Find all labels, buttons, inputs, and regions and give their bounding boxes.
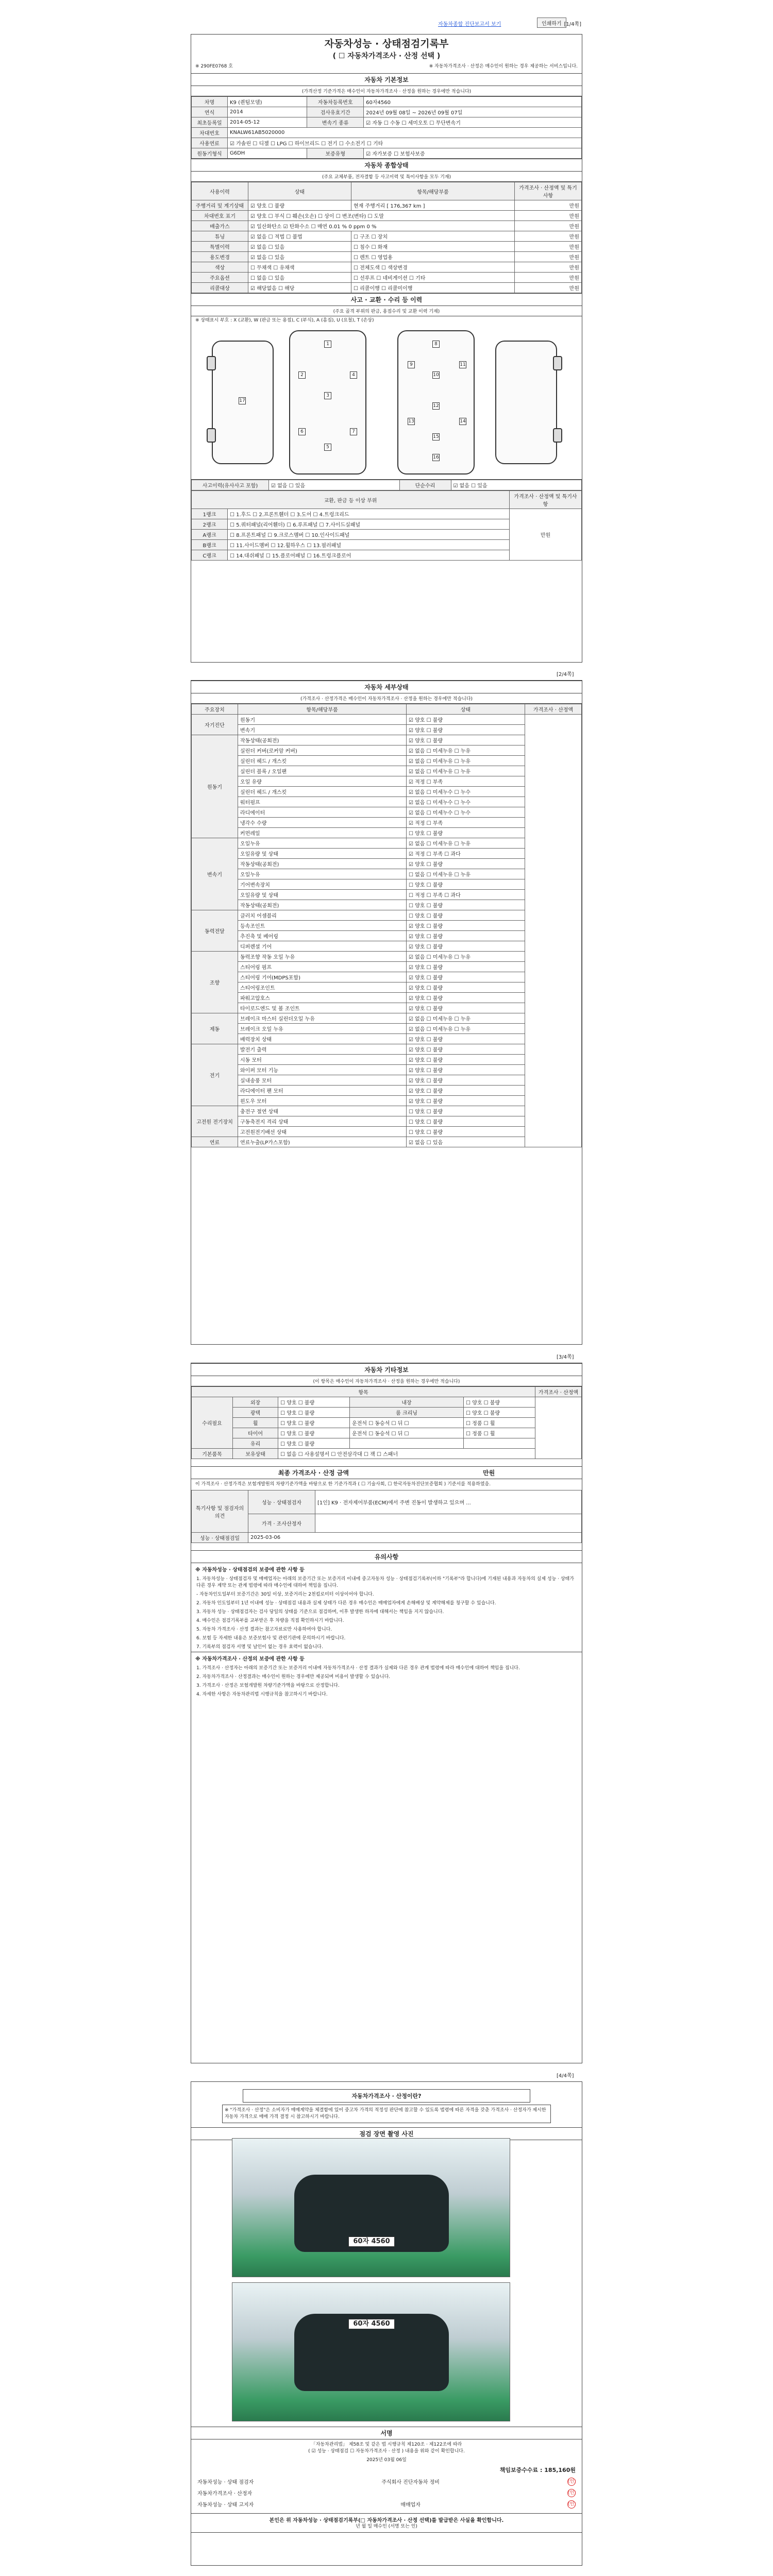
detail-row: 제동 브레이크 마스터 실린더오일 누유 ☑ 없음 ☐ 미세누유 ☐ 누유 bbox=[192, 1013, 582, 1024]
detail-row: 등속조인트 ☑ 양호 ☐ 불량 bbox=[192, 921, 582, 931]
opinion-table: 특기사항 및 점검자의 의견 성능 · 상태점검자 [1인] K9 · 전자제어부품(ECM)에서 주변 진동이 발생하고 있으며 ... 가격 · 조사산정자 성능 · 상태점검일 2025-03-06 bbox=[191, 1490, 582, 1543]
page-number: [1/4쪽] bbox=[564, 22, 581, 27]
notice-item: 6. 보험 등 자세한 내용은 보증보험사 및 관련기관에 문의하시기 바랍니다. bbox=[196, 1636, 346, 1641]
page-1 bbox=[191, 34, 582, 663]
detail-row: 구동축전지 격리 상태 ☐ 양호 ☐ 불량 bbox=[192, 1116, 582, 1127]
detail-row: 연료 연료누출(LP가스포함) ☑ 없음 ☐ 있음 bbox=[192, 1137, 582, 1147]
signer-row-2: 자동차가격조사 · 산정자 (인) bbox=[191, 2487, 582, 2499]
notice-title-2: ※ 자동차가격조사 · 산정의 보증에 관한 사항 등 bbox=[191, 1652, 582, 1664]
detail-row: 작동상태(공회전) ☐ 양호 ☐ 불량 bbox=[192, 900, 582, 910]
accident-history-table: 사고이력(유사사고 포함) ☑ 없음 ☐ 있음 단순수리 ☑ 없음 ☐ 있음 bbox=[191, 480, 582, 490]
detail-table: 주요장치 항목/해당부품 상태 가격조사 · 산정액 자기진단 원동기 ☑ 양호 ☐ 불량 변속기 ☑ 양호 ☐ 불량 원동기 작동상태(공회전) ☑ 양호 ☐ 불량 실린더 커버(로커암 커버) ☑ 없음 ☐ 미세누유 ☐ 누유 실린더 헤드 / 개스킷 ☑ 없음 ☐ 미세누유 ☐ 누유 실린더 블록 / 오일팬 ☑ 없음 ☐ 미세누유 ☐ 누유 오일 유량 ☑ 적정 ☐ 부족 실린더 헤드 / 개스킷 ☑ 없음 ☐ 미세누수 ☐ 누수 워터펌프 ☑ 없음 ☐ 미세누수 ☐ 누수 라디에이터 ☑ 없음 ☐ 미세누수 ☐ 누수 냉각수 수량 ☑ 적정 ☐ 부족 커먼레일 ☐ 양호 ☐ 불량 변속기 오일누유 ☑ 없음 ☐ 미세누유 ☐ 누유 오일유량 및 상태 ☑ 적정 ☐ 부족 ☐ 과다 작동상태(공회전) ☑ 양호 ☐ 불량 오일누유 ☐ 없음 ☐ 미세누유 ☐ 누유 기어변속장치 ☐ 양호 ☐ 불량 오일유량 및 상태 ☐ 적정 ☐ 부족 ☐ 과다 작동상태(공회전) ☐ 양호 ☐ 불량 동력전달 클러치 어셈블리 ☐ 양호 ☐ 불량 등속조인트 ☑ 양호 ☐ 불량 추진축 및 베어링 ☑ 양호 ☐ 불량 디퍼렌셜 기어 ☑ 양호 ☐ 불량 조향 동력조향 작동 오일 누유 ☑ 없음 ☐ 미세누유 ☐ 누유 스티어링 펌프 ☑ 양호 ☐ 불량 스티어링 기어(MDPS포함) ☑ 양호 ☐ 불량 스티어링조인트 ☑ 양호 ☐ 불량 파워고압호스 ☑ 양호 ☐ 불량 타이로드엔드 및 볼 조인트 ☑ 양호 ☐ 불량 제동 브레이크 마스터 실린더오일 누유 ☑ 없음 ☐ 미세누유 ☐ 누유 브레이크 오일 누유 ☑ 없음 ☐ 미세누유 ☐ 누유 배력장치 상태 ☑ 양호 ☐ 불량 전기 발전기 출력 ☑ 양호 ☐ 불량 시동 모터 ☑ 양호 ☐ 불량 와이퍼 모터 기능 ☑ 양호 ☐ 불량 실내송풍 모터 ☑ 양호 ☐ 불량 라디에이터 팬 모터 ☑ 양호 ☐ 불량 윈도우 모터 ☑ 양호 ☐ 불량 고전원 전기장치 충전구 절연 상태 ☐ 양호 ☐ 불량 구동축전지 격리 상태 ☐ 양호 ☐ 불량 고전원전기배선 상태 ☐ 양호 ☐ 불량 연료 연료누출(LP가스포함) ☑ 없음 ☐ 있음 bbox=[191, 704, 582, 1147]
detail-note: (가격조사 · 산정가격은 매수인이 자동차가격조사 · 산정을 원하는 경우에만 적습니다) bbox=[191, 693, 582, 704]
notice-item: 5. 자동차 가격조사 · 산정 결과는 참고자료로만 사용하여야 합니다. bbox=[196, 1627, 332, 1632]
detail-row: 오일유량 및 상태 ☑ 적정 ☐ 부족 ☐ 과다 bbox=[192, 849, 582, 859]
car-top-view bbox=[289, 330, 366, 474]
detail-row: 오일 유량 ☑ 적정 ☐ 부족 bbox=[192, 776, 582, 787]
notice-heading: 유의사항 bbox=[191, 1550, 582, 1563]
form-title: 자동차성능 · 상태점검기록부 bbox=[324, 38, 449, 49]
final-price-note: 이 가격조사 · 산정가격은 보험개발원의 차량기준가액을 바탕으로 한 기준가격과 ( ☐ 기술사회, ☐ 한국자동차진단보증협회 ) 기준서를 적용하였음. bbox=[195, 1482, 491, 1487]
detail-row: 배력장치 상태 ☑ 양호 ☐ 불량 bbox=[192, 1034, 582, 1044]
sign-law: 「자동차관리법」 제58조 및 같은 법 시행규칙 제120조 · 제122조에 따라 bbox=[311, 2442, 462, 2447]
page-number-2: [2/4쪽] bbox=[557, 672, 574, 677]
accident-heading: 사고 · 교환 · 수리 등 이력 bbox=[191, 293, 582, 306]
detail-row: 기어변속장치 ☐ 양호 ☐ 불량 bbox=[192, 879, 582, 890]
accident-legend: ※ 상태표시 부호 : X (교환), W (판금 또는 용접), C (부식), A (흠집), U (요철), T (손상) bbox=[195, 318, 374, 323]
detail-row: 고전원전기배선 상태 ☐ 양호 ☐ 불량 bbox=[192, 1127, 582, 1137]
basic-info-note: (가격산정 기준가격은 매수인이 자동차가격조사 · 산정을 원하는 경우에만 적습니다) bbox=[191, 86, 582, 96]
basic-info-table: 차명 K9 (퀀텀모델) 자동차등록번호 60자4560 연식 2014 검사유효기간 2024년 09월 08일 ~ 2026년 09월 07일 최초등록일 2014-05-12 변속기 종류 ☑ 자동 ☐ 수동 ☐ 세미오토 ☐ 무단변속기 차대번호 KNALW61AB5020000 사용연료 ☑ 가솔린 ☐ 디젤 ☐ LPG ☐ 하이브리드 ☐ 전기 ☐ 수소전기 ☐ 기타 원동기형식 G6DH 보증유형 ☑ 자가보증 ☐ 보험사보증 bbox=[191, 96, 582, 159]
buyer-confirm: 본인은 위 자동차성능 · 상태점검기록부(□ 자동차가격조사 · 산정 선택)를 발급받은 사실을 확인합니다. bbox=[191, 2513, 582, 2523]
signer-row-1: 자동차성능 · 상태 점검자 주식회사 진단자동차 정비 (인) bbox=[191, 2476, 582, 2487]
detail-row: 오일누유 ☐ 없음 ☐ 미세누유 ☐ 누유 bbox=[192, 869, 582, 879]
detail-row: 실린더 커버(로커암 커버) ☑ 없음 ☐ 미세누유 ☐ 누유 bbox=[192, 745, 582, 756]
detail-row: 스티어링 기어(MDPS포함) ☑ 양호 ☐ 불량 bbox=[192, 972, 582, 982]
detail-row: 실린더 헤드 / 개스킷 ☑ 없음 ☐ 미세누유 ☐ 누유 bbox=[192, 756, 582, 766]
notice-item: 1. 가격조사 · 산정자는 아래의 보증기간 또는 보증거리 이내에 자동차가격조사 · 산정 결과가 실제와 다른 경우 관계 법령에 따라 매수인에 대하여 책임을 집니다. bbox=[196, 1666, 520, 1671]
photo-heading: 점검 장면 촬영 사진 bbox=[191, 2127, 582, 2140]
page-number-3: [3/4쪽] bbox=[557, 1354, 574, 1360]
page-2 bbox=[191, 680, 582, 1345]
notice-list-1 bbox=[191, 1575, 582, 1652]
detail-row: 동력전달 클러치 어셈블리 ☐ 양호 ☐ 불량 bbox=[192, 910, 582, 921]
notice-item: 1. 자동차성능 · 상태점검자 및 매매업자는 아래의 보증기간 또는 보증거리 이내에 중고자동차 성능 · 상태점검기록부(이하 "기록부"라 합니다)에 기재된 내용과 자동차의 실제 성능 · 상태가 다른 경우 계약 또는 관계 법령에 따라 매수인에 대하여 책임을 집니다. bbox=[196, 1577, 574, 1588]
detail-row: 변속기 ☑ 양호 ☐ 불량 bbox=[192, 725, 582, 735]
buyer-sign-line: 년 월 일 매수인 (서명 또는 인) bbox=[356, 2524, 417, 2529]
car-diagram: 1 2 3 4 5 6 7 8 9 10 11 12 13 14 15 16 17 bbox=[191, 325, 582, 480]
top-toolbar bbox=[191, 15, 582, 33]
detail-row: 오일유량 및 상태 ☐ 적정 ☐ 부족 ☐ 과다 bbox=[192, 890, 582, 900]
etc-heading: 자동차 기타정보 bbox=[191, 1363, 582, 1376]
detail-row: 와이퍼 모터 기능 ☑ 양호 ☐ 불량 bbox=[192, 1065, 582, 1075]
detail-row: 작동상태(공회전) ☑ 양호 ☐ 불량 bbox=[192, 859, 582, 869]
detail-row: 전기 발전기 출력 ☑ 양호 ☐ 불량 bbox=[192, 1044, 582, 1055]
detail-heading: 자동차 세부상태 bbox=[191, 681, 582, 693]
detail-row: 자기진단 원동기 ☑ 양호 ☐ 불량 bbox=[192, 715, 582, 725]
notice-item: 4. 자세한 사항은 자동차관리법 시행규칙을 참고하시기 바랍니다. bbox=[196, 1692, 328, 1697]
detail-row: 워터펌프 ☑ 없음 ☐ 미세누수 ☐ 누수 bbox=[192, 797, 582, 807]
detail-row: 실린더 블록 / 오일팬 ☑ 없음 ☐ 미세누유 ☐ 누유 bbox=[192, 766, 582, 776]
detail-row: 시동 모터 ☑ 양호 ☐ 불량 bbox=[192, 1055, 582, 1065]
inspection-photo-2 bbox=[232, 2282, 510, 2421]
form-title-option: ( ☐ 자동차가격조사 · 산정 선택 ) bbox=[332, 52, 441, 60]
detail-row: 추진축 및 베어링 ☑ 양호 ☐ 불량 bbox=[192, 931, 582, 941]
overall-state-table: 사용이력 상태 항목/해당부품 가격조사 · 산정액 및 특기사항 주행거리 및 계기상태 ☑ 양호 ☐ 불량 현재 주행거리 [ 176,367 km ] 만원 차대번호 표기 ☑ 양호 ☐ 부식 ☐ 훼손(오손) ☐ 상이 ☐ 변조(변타) ☐ 도말 만원 배출가스 ☑ 일산화탄소 ☑ 탄화수소 ☐ 매연 0.01 % 0 ppm 0 % 만원 튜닝 ☑ 없음 ☐ 적법 ☐ 불법 ☐ 구조 ☐ 장치 만원 특별이력 ☑ 없음 ☐ 있음 ☐ 침수 ☐ 화재 만원 용도변경 ☑ 없음 ☐ 있음 ☐ 렌트 ☐ 영업용 만원 색상 ☐ 무채색 ☐ 유채색 ☐ 전체도색 ☐ 색상변경 만원 주요옵션 ☐ 없음 ☐ 있음 ☐ 선루프 ☐ 네비게이션 ☐ 기타 만원 리콜대상 ☑ 해당없음 ☐ 해당 ☐ 리콜이행 ☐ 리콜미이행 만원 bbox=[191, 182, 582, 293]
form-number: ※ 290FE0768 호 bbox=[195, 64, 233, 69]
detail-row: 고전원 전기장치 충전구 절연 상태 ☐ 양호 ☐ 불량 bbox=[192, 1106, 582, 1116]
signature-section bbox=[191, 2427, 582, 2533]
detail-row: 원동기 작동상태(공회전) ☑ 양호 ☐ 불량 bbox=[192, 735, 582, 745]
notice-item: - 자동차인도일부터 보증기간은 30일 이상, 보증거리는 2천킬로미터 이상이어야 합니다. bbox=[196, 1592, 374, 1597]
notice-item: 7. 기록부의 점검자 서명 및 날인이 없는 경우 효력이 없습니다. bbox=[196, 1645, 323, 1650]
detail-row: 조향 동력조향 작동 오일 누유 ☑ 없음 ☐ 미세누유 ☐ 누유 bbox=[192, 952, 582, 962]
detail-row: 커먼레일 ☐ 양호 ☐ 불량 bbox=[192, 828, 582, 838]
form-note: ※ 자동차가격조사 · 산정은 매수인이 원하는 경우 제공하는 서비스입니다. bbox=[429, 64, 578, 69]
basic-info-heading: 자동차 기본정보 bbox=[191, 73, 582, 86]
car-right-side bbox=[495, 341, 557, 464]
detail-row: 브레이크 오일 누유 ☑ 없음 ☐ 미세누유 ☐ 누유 bbox=[192, 1024, 582, 1034]
report-link[interactable]: 자동차종합 진단보고서 보기 bbox=[438, 22, 501, 27]
detail-row: 라디에이터 ☑ 없음 ☐ 미세누수 ☐ 누수 bbox=[192, 807, 582, 818]
page-number-4: [4/4쪽] bbox=[557, 2073, 574, 2079]
etc-table: 항목 가격조사 · 산정액 수리필요 외장 ☐ 양호 ☐ 불량 내장 ☐ 양호 ☐ 불량 광택 ☐ 양호 ☐ 불량 룸 크리닝 ☐ 양호 ☐ 불량 휠 ☐ 양호 ☐ 불량 운전석 ☐ 동승석 ☐ 뒤 ☐ ☐ 정품 ☐ 휠 타이어 ☐ 양호 ☐ 불량 운전석 ☐ 동승석 ☐ 뒤 ☐ ☐ 정품 ☐ 휠 유리 ☐ 양호 ☐ 불량 기본품목 보유상태 ☐ 없음 ☐ 사용설명서 ☐ 안전삼각대 ☐ 잭 ☐ 스패너 bbox=[191, 1386, 582, 1459]
detail-row: 냉각수 수량 ☑ 적정 ☐ 부족 bbox=[192, 818, 582, 828]
fee-line: 책임보증수수료 : 185,160원 bbox=[499, 2467, 576, 2473]
final-price-heading: 최종 가격조사 · 산정 금액 만원 bbox=[191, 1466, 582, 1479]
detail-row: 실내송풍 모터 ☑ 양호 ☐ 불량 bbox=[192, 1075, 582, 1086]
detail-row: 라디에이터 팬 모터 ☑ 양호 ☐ 불량 bbox=[192, 1086, 582, 1096]
license-plate-1: 60자 4560 bbox=[348, 2236, 395, 2247]
sign-law-2: ( ☑ 성능 · 상태점검 ☐ 자동차가격조사 · 산정 ) 내용을 위와 같이 확인합니다. bbox=[308, 2449, 465, 2454]
detail-row: 윈도우 모터 ☑ 양호 ☐ 불량 bbox=[192, 1096, 582, 1106]
sign-date: 2025년 03월 06일 bbox=[366, 2458, 407, 2463]
accident-note: (주요 골격 부위의 판금, 용접수리 및 교환 이력 기재) bbox=[191, 306, 582, 316]
detail-row: 디퍼렌셜 기어 ☑ 양호 ☐ 불량 bbox=[192, 941, 582, 952]
price-info-title: 자동차가격조사 · 산정이란? bbox=[243, 2089, 530, 2103]
rank-table: 교환, 판금 등 이상 부위 가격조사 · 산정액 및 특기사항 1랭크 ☐ 1.후드 ☐ 2.프론트휀더 ☐ 3.도어 ☐ 4.트렁크리드 만원 2랭크 ☐ 5.쿼터패널(리어휀더) ☐ 6.루프패널 ☐ 7.사이드실패널 A랭크 ☐ 8.프론트패널 ☐ 9.크로스멤버 ☐ 10.인사이드패널 B랭크 ☐ 11.사이드멤버 ☐ 12.휠하우스 ☐ 13.필러패널 C랭크 ☐ 14.대쉬패널 ☐ 15.플로어패널 ☐ 16.트렁크플로어 bbox=[191, 490, 582, 561]
notice-title-1: ※ 자동차성능 · 상태점검의 보증에 관한 사항 등 bbox=[195, 1567, 305, 1573]
detail-row: 타이로드엔드 및 볼 조인트 ☑ 양호 ☐ 불량 bbox=[192, 1003, 582, 1013]
notice-list-2 bbox=[191, 1664, 582, 1699]
sign-heading: 서명 bbox=[191, 2427, 582, 2439]
etc-note: (이 항목은 매수인이 자동차가격조사 · 산정을 원하는 경우에만 적습니다) bbox=[191, 1376, 582, 1386]
notice-item: 2. 자동차가격조사 · 산정결과는 매수인이 원하는 경우에만 제공되며 비용이 발생할 수 있습니다. bbox=[196, 1674, 391, 1680]
detail-row: 스티어링조인트 ☑ 양호 ☐ 불량 bbox=[192, 982, 582, 993]
print-button[interactable]: 인쇄하기 bbox=[537, 18, 566, 28]
inspection-photo-1 bbox=[232, 2138, 510, 2277]
overall-state-heading: 자동차 종합상태 bbox=[191, 159, 582, 172]
detail-row: 실린더 헤드 / 개스킷 ☑ 없음 ☐ 미세누수 ☐ 누수 bbox=[192, 787, 582, 797]
overall-state-note: (주요 교체부품, 전자결함 등 사고이력 및 특이사항을 모두 기재) bbox=[191, 172, 582, 182]
page-3 bbox=[191, 1363, 582, 2063]
price-info-text: ※ "가격조사 · 산정"은 소비자가 매매계약을 체결함에 있어 중고차 가격의 적정성 판단에 참고할 수 있도록 법령에 따른 자격을 갖춘 가격조사 · 산정자가 제시한 자동차 가격으로 매매 가격 결정 시 참고하시기 바랍니다. bbox=[222, 2105, 551, 2123]
notice-item: 4. 매수인은 점검기록부를 교부받은 후 차량을 직접 확인하시기 바랍니다. bbox=[196, 1618, 344, 1623]
signer-row-3: 자동차성능 · 상태 고지자 매매업자 (인) bbox=[191, 2499, 582, 2510]
notice-item: 2. 자동차 인도일부터 1년 이내에 성능 · 상태점검 내용과 실제 상태가 다른 경우 매수인은 매매업자에게 손해배상 및 계약해제를 청구할 수 있습니다. bbox=[196, 1601, 496, 1606]
detail-row: 파워고압호스 ☑ 양호 ☐ 불량 bbox=[192, 993, 582, 1003]
license-plate-2: 60자 4560 bbox=[348, 2319, 395, 2329]
notice-item: 3. 가격조사 · 산정은 보험개발원 차량기준가액을 바탕으로 산정합니다. bbox=[196, 1683, 340, 1688]
detail-row: 변속기 오일누유 ☑ 없음 ☐ 미세누유 ☐ 누유 bbox=[192, 838, 582, 849]
notice-item: 3. 자동차 성능 · 상태점검자는 검사 당일의 상태를 기준으로 점검하며, 이후 발생한 하자에 대해서는 책임을 지지 않습니다. bbox=[196, 1609, 444, 1615]
detail-row: 스티어링 펌프 ☑ 양호 ☐ 불량 bbox=[192, 962, 582, 972]
